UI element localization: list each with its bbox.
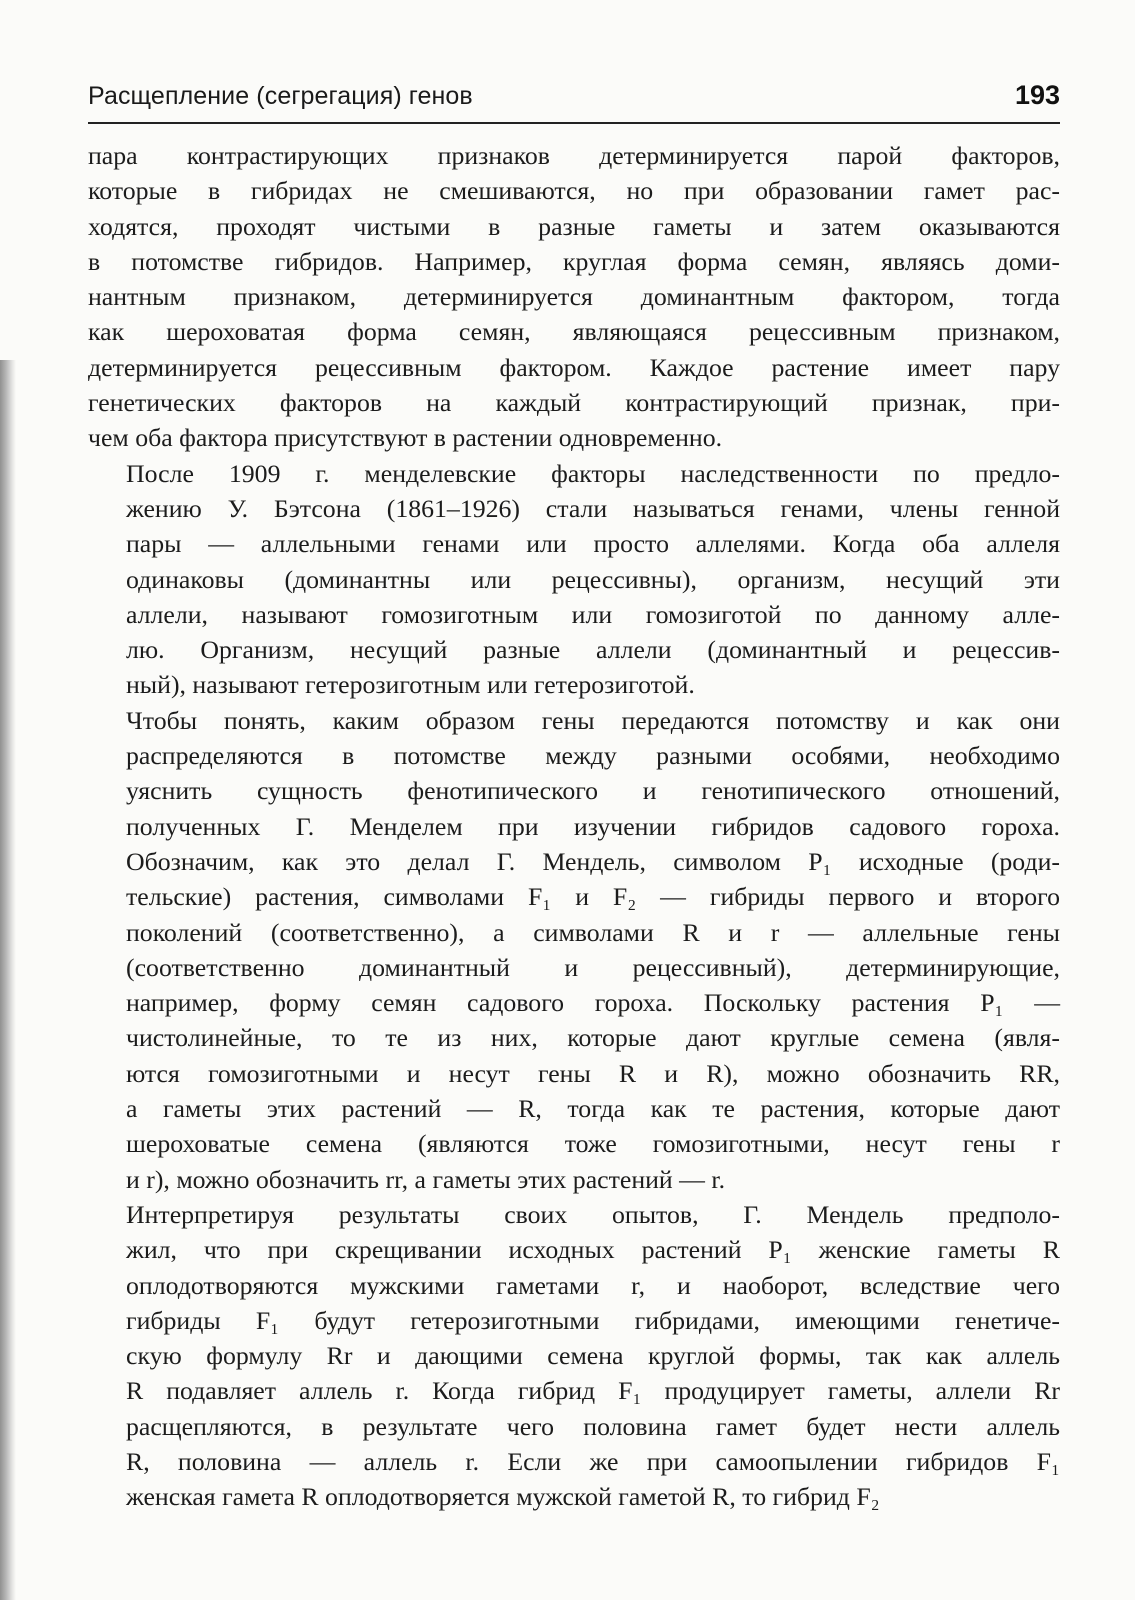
- page-number: 193: [1014, 80, 1060, 110]
- paragraph: [88, 703, 1060, 1197]
- text-line: поколений (соответственно), а символами R и r — аллельные гены: [126, 917, 1060, 947]
- text-line: Обозначим, как это делал Г. Мендель, символом P₁ исходные (роди-: [126, 846, 1060, 876]
- text-line: женская гамета R оплодотворяется мужской гаметой R, то гибрид F₂: [126, 1482, 880, 1512]
- text-line: чем оба фактора присутствуют в растении одновременно.: [88, 423, 723, 453]
- text-line: жил, что при скрещивании исходных растений P₁ женские гаметы R: [126, 1235, 1060, 1265]
- header-rule: [88, 122, 1060, 124]
- text-line: После 1909 г. менделевские факторы наследственности по предло-: [126, 458, 1060, 488]
- text-line: ный), называют гетерозиготным или гетерозиготой.: [126, 670, 695, 700]
- running-header: [88, 82, 1060, 118]
- text-line: уяснить сущность фенотипического и генотипического отношений,: [126, 776, 1060, 806]
- text-line: жению У. Бэтсона (1861–1926) стали называться генами, члены генной: [126, 493, 1060, 523]
- text-line: расщепляются, в результате чего половина гамет будет нести аллель: [126, 1411, 1060, 1441]
- text-line: ются гомозиготными и несут гены R и R), можно обозначить RR,: [126, 1058, 1060, 1088]
- text-line: шероховатые семена (являются тоже гомозиготными, несут гены r: [126, 1129, 1060, 1159]
- running-title: Расщепление (сегрегация) генов: [88, 82, 473, 110]
- text-line: в потомстве гибридов. Например, круглая форма семян, являясь доми-: [88, 246, 1060, 276]
- body-text: [88, 138, 1060, 1515]
- text-line: аллели, называют гомозиготным или гомозиготой по данному алле-: [126, 599, 1060, 629]
- paragraph: [88, 456, 1060, 703]
- text-line: Интерпретируя результаты своих опытов, Г. Мендель предполо-: [126, 1199, 1060, 1229]
- text-line: гибриды F₁ будут гетерозиготными гибридами, имеющими генетиче-: [126, 1305, 1060, 1335]
- text-line: нантным признаком, детерминируется доминантным фактором, тогда: [88, 282, 1060, 312]
- text-line: детерминируется рецессивным фактором. Каждое растение имеет пару: [88, 352, 1060, 382]
- text-line: Чтобы понять, каким образом гены передаются потомству и как они: [126, 705, 1060, 735]
- text-line: одинаковы (доминантны или рецессивны), организм, несущий эти: [126, 564, 1060, 594]
- text-line: R подавляет аллель r. Когда гибрид F₁ продуцирует гаметы, аллели Rr: [126, 1376, 1060, 1406]
- text-line: пары — аллельными генами или просто аллелями. Когда оба аллеля: [126, 529, 1060, 559]
- text-line: как шероховатая форма семян, являющаяся рецессивным признаком,: [88, 317, 1060, 347]
- text-line: скую формулу Rr и дающими семена круглой формы, так как аллель: [126, 1341, 1060, 1371]
- text-line: которые в гибридах не смешиваются, но при образовании гамет рас-: [88, 176, 1060, 206]
- text-line: например, форму семян садового гороха. Поскольку растения P₁ —: [126, 988, 1060, 1018]
- text-line: оплодотворяются мужскими гаметами r, и наоборот, вследствие чего: [126, 1270, 1060, 1300]
- text-line: тельские) растения, символами F₁ и F₂ — гибриды первого и второго: [126, 882, 1060, 912]
- text-line: распределяются в потомстве между разными особями, необходимо: [126, 741, 1060, 771]
- text-line: а гаметы этих растений — R, тогда как те растения, которые дают: [126, 1094, 1060, 1124]
- text-line: R, половина — аллель r. Если же при самоопылении гибридов F₁: [126, 1446, 1060, 1476]
- text-line: и r), можно обозначить rr, а гаметы этих растений — r.: [126, 1164, 726, 1194]
- text-line: полученных Г. Менделем при изучении гибридов садового гороха.: [126, 811, 1060, 841]
- paragraph: [88, 1197, 1060, 1515]
- text-line: ходятся, проходят чистыми в разные гаметы и затем оказываются: [88, 211, 1060, 241]
- text-line: лю. Организм, несущий разные аллели (доминантный и рецессив-: [126, 635, 1060, 665]
- paragraph: [88, 138, 1060, 456]
- text-line: пара контрастирующих признаков детерминируется парой факторов,: [88, 141, 1060, 170]
- page-binding-shadow: [0, 360, 16, 1600]
- text-line: (соответственно доминантный и рецессивный), детерминирующие,: [126, 952, 1060, 982]
- text-line: генетических факторов на каждый контрастирующий признак, при-: [88, 388, 1060, 418]
- text-line: чистолинейные, то те из них, которые дают круглые семена (явля-: [126, 1023, 1060, 1053]
